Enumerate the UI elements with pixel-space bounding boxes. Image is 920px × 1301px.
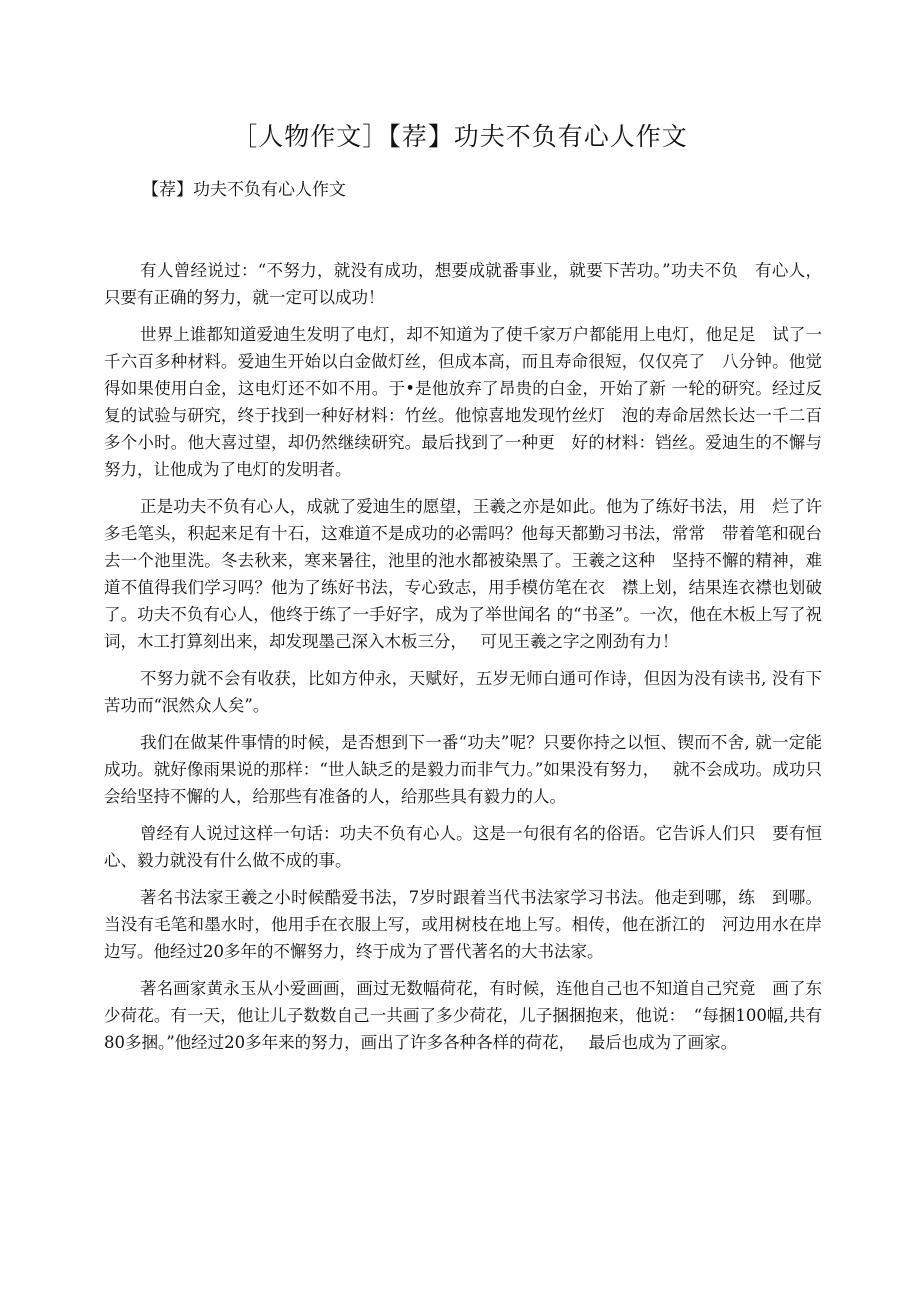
paragraph-7: 著名书法家王羲之小时候酷爱书法，7岁时跟着当代书法家学习书法。他走到哪，练 到哪。当没有毛笔和墨水时，他用手在衣服上写，或用树枝在地上写。相传，他在浙江的 河边用水在岸边写。他经过20多年的不懈努力，终于成为了晋代著名的大书法家。 xyxy=(104,888,822,961)
paragraph-5: 我们在做某件事情的时候，是否想到下一番“功夫”呢？只要你持之以恒、锲而不舍, 就一定能成功。就好像雨果说的那样：“世人缺乏的是毅力而非气力。”如果没有努力， 就不会成功。成功只会给坚持不懈的人，给那些有准备的人，给那些具有毅力的人。 xyxy=(104,733,822,806)
subtitle: 【荐】功夫不负有心人作文 xyxy=(142,180,346,200)
paragraph-8: 著名画家黄永玉从小爱画画，画过无数幅荷花，有时候，连他自己也不知道自己究竟 画了东少荷花。有一天，他让儿子数数自己一共画了多少荷花，儿子捆捆抱来，他说： “每捆100幅,共有80多捆。”他经过20多年来的努力，画出了许多各种各样的荷花， 最后也成为了画家。 xyxy=(104,979,822,1052)
paragraph-2: 世界上谁都知道爱迪生发明了电灯，却不知道为了使千家万户都能用上电灯，他足足 试了一千六百多种材料。爱迪生开始以白金做灯丝，但成本高，而且寿命很短，仅仅亮了 八分钟。他觉得如果使用白金，这电灯还不如不用。于•是他放弃了昂贵的白金，开始了新 一轮的研究。经过反复的试验与研究，终于找到一种好材料：竹丝。他惊喜地发现竹丝灯 泡的寿命居然长达一千二百多个小时。他大喜过望，却仍然继续研究。最后找到了一种更 好的材料：铛丝。爱迪生的不懈与努力，让他成为了电灯的发明者。 xyxy=(104,325,822,479)
article-body xyxy=(104,257,822,1066)
paragraph-1: 有人曾经说过：“不努力，就没有成功，想要成就番事业，就要下苦功。”功夫不负 有心人，只要有正确的努力，就一定可以成功！ xyxy=(104,261,822,307)
page-title: ［人物作文］【荐】功夫不负有心人作文 xyxy=(232,122,688,151)
paragraph-6: 曾经有人说过这样一句话：功夫不负有心人。这是一句很有名的俗语。它告诉人们只 要有恒心、毅力就没有什么做不成的事。 xyxy=(104,824,822,870)
paragraph-4: 不努力就不会有收获，比如方仲永，天赋好，五岁无师白通可作诗，但因为没有读书, 没有下苦功而“泯然众人矣”。 xyxy=(104,669,822,715)
paragraph-3: 正是功夫不负有心人，成就了爱迪生的愿望，王羲之亦是如此。他为了练好书法，用 烂了许多毛笔头，积起来足有十石，这难道不是成功的必需吗？他每天都勤习书法，常常 带着笔和砚台去一个池里洗。冬去秋来，寒来暑往，池里的池水都被染黑了。王羲之这种 坚持不懈的精神，难道不值得我们学习吗？他为了练好书法，专心致志，用手模仿笔在衣 襟上划，结果连衣襟也划破了。功夫不负有心人，他终于练了一手好字，成为了举世闻名 的“书圣”。一次，他在木板上写了祝词，木工打算刻出来，却发现墨己深入木板三分， 可见王羲之字之刚劲有力！ xyxy=(104,497,822,651)
